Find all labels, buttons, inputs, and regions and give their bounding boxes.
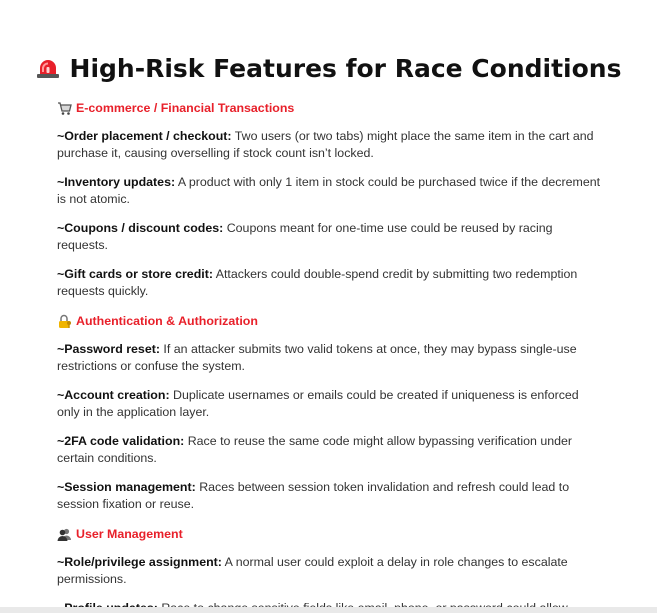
list-item: ~2FA code validation: Race to reuse the same code might allow bypassing verification under certain conditions.	[57, 434, 573, 465]
list-item: ~Coupons / discount codes: Coupons meant for one-time use could be reused by racing requests.	[57, 221, 553, 252]
list-item: ~Account creation: Duplicate usernames or emails could be created if uniqueness is enforced only in the application layer.	[57, 388, 579, 419]
list-item: ~Session management: Races between session token invalidation and refresh could lead to session fixation or reuse.	[57, 480, 570, 511]
list-item: ~Order placement / checkout: Two users (or two tabs) might place the same item in the cart and purchase it, causing overselling if stock count isn’t locked.	[57, 129, 594, 160]
list-item: ~Gift cards or store credit: Attackers could double-spend credit by submitting two redemption requests quickly.	[57, 267, 578, 298]
locked-with-key-icon	[57, 314, 72, 329]
section-title: E-commerce / Financial Transactions	[76, 100, 295, 115]
busts-icon	[57, 527, 72, 542]
list-item: ~Password reset: If an attacker submits two valid tokens at once, they may bypass single-use restrictions or confuse the system.	[57, 342, 577, 373]
content	[57, 99, 602, 613]
list-item: ~Inventory updates: A product with only 1 item in stock could be purchased twice if the decrement is not atomic.	[57, 175, 601, 206]
section-heading-ecommerce	[57, 99, 602, 117]
shopping-cart-icon	[57, 101, 72, 116]
section-title: User Management	[76, 526, 183, 541]
page-title	[0, 52, 657, 86]
page-bottom-divider	[0, 607, 657, 613]
section-title: Authentication & Authorization	[76, 313, 258, 328]
page-title-text: High-Risk Features for Race Conditions	[69, 54, 622, 83]
section-heading-auth	[57, 312, 602, 330]
siren-icon	[36, 59, 60, 79]
list-item: ~Role/privilege assignment: A normal user could exploit a delay in role changes to escalate permissions.	[57, 555, 568, 586]
section-heading-users	[57, 525, 602, 543]
